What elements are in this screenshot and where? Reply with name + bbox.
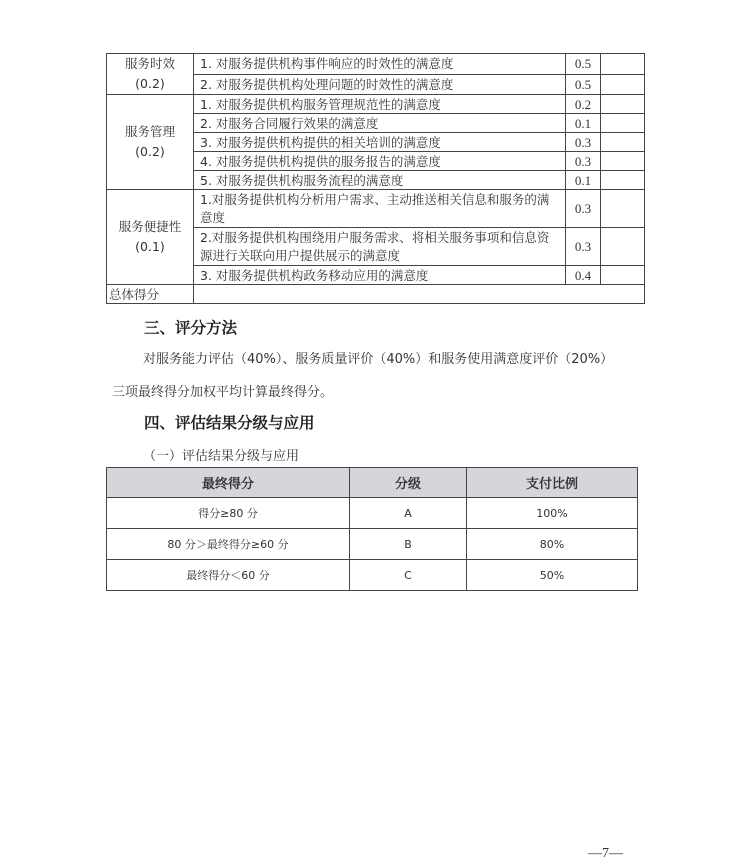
total-row	[107, 285, 645, 304]
table-row	[107, 529, 638, 560]
item-weight: 0.3	[566, 190, 601, 228]
item-text: 2.对服务提供机构围绕用户服务需求、将相关服务事项和信息资源进行关联向用户提供展示的满意度	[194, 228, 566, 266]
category-cell: 服务管理 (0.2)	[107, 95, 194, 190]
table-row	[107, 190, 645, 228]
category-cell: 服务便捷性 (0.1)	[107, 190, 194, 285]
score-cell	[601, 190, 645, 228]
grade: A	[350, 498, 467, 529]
table-row	[107, 95, 645, 114]
item-text: 1.对服务提供机构分析用户需求、主动推送相关信息和服务的满意度	[194, 190, 566, 228]
score-cell	[601, 114, 645, 133]
item-weight: 0.3	[566, 228, 601, 266]
section-3-paragraph: 对服务能力评估（40%）、服务质量评价（40%）和服务使用满意度评价（20%）	[143, 352, 614, 367]
grade: C	[350, 560, 467, 591]
header-grade: 分级	[350, 468, 467, 498]
table-row	[107, 54, 645, 75]
item-weight: 0.1	[566, 114, 601, 133]
payment-ratio: 80%	[467, 529, 638, 560]
item-weight: 0.2	[566, 95, 601, 114]
item-text: 4. 对服务提供机构提供的服务报告的满意度	[194, 152, 566, 171]
item-weight: 0.4	[566, 266, 601, 285]
item-weight: 0.1	[566, 171, 601, 190]
score-range: 得分≥80 分	[107, 498, 350, 529]
score-cell	[601, 54, 645, 75]
payment-ratio: 50%	[467, 560, 638, 591]
score-cell	[601, 152, 645, 171]
header-final-score: 最终得分	[107, 468, 350, 498]
item-text: 2. 对服务提供机构处理问题的时效性的满意度	[194, 74, 566, 95]
score-cell	[601, 266, 645, 285]
score-range: 80 分＞最终得分≥60 分	[107, 529, 350, 560]
score-cell	[601, 171, 645, 190]
score-cell	[601, 74, 645, 95]
section-3-heading: 三、评分方法	[144, 319, 238, 337]
satisfaction-table	[106, 53, 645, 304]
page-number: —7—	[588, 846, 623, 861]
score-cell	[601, 95, 645, 114]
item-text: 1. 对服务提供机构服务管理规范性的满意度	[194, 95, 566, 114]
item-text: 2. 对服务合同履行效果的满意度	[194, 114, 566, 133]
payment-ratio: 100%	[467, 498, 638, 529]
item-text: 3. 对服务提供机构政务移动应用的满意度	[194, 266, 566, 285]
table-row	[107, 560, 638, 591]
header-payment-ratio: 支付比例	[467, 468, 638, 498]
section-4-heading: 四、评估结果分级与应用	[144, 414, 315, 432]
item-text: 5. 对服务提供机构服务流程的满意度	[194, 171, 566, 190]
item-weight: 0.5	[566, 54, 601, 75]
item-weight: 0.3	[566, 133, 601, 152]
score-cell	[601, 133, 645, 152]
table-row	[107, 498, 638, 529]
section-3-paragraph-cont: 三项最终得分加权平均计算最终得分。	[112, 385, 334, 400]
grade: B	[350, 529, 467, 560]
grading-table	[106, 467, 638, 591]
item-text: 3. 对服务提供机构提供的相关培训的满意度	[194, 133, 566, 152]
category-cell: 服务时效 (0.2)	[107, 54, 194, 95]
table-header-row	[107, 468, 638, 498]
section-4-subheading: （一）评估结果分级与应用	[143, 449, 300, 464]
item-weight: 0.3	[566, 152, 601, 171]
score-cell	[601, 228, 645, 266]
item-text: 1. 对服务提供机构事件响应的时效性的满意度	[194, 54, 566, 75]
total-score-cell	[194, 285, 645, 304]
total-label: 总体得分	[107, 285, 194, 304]
score-range: 最终得分＜60 分	[107, 560, 350, 591]
item-weight: 0.5	[566, 74, 601, 95]
